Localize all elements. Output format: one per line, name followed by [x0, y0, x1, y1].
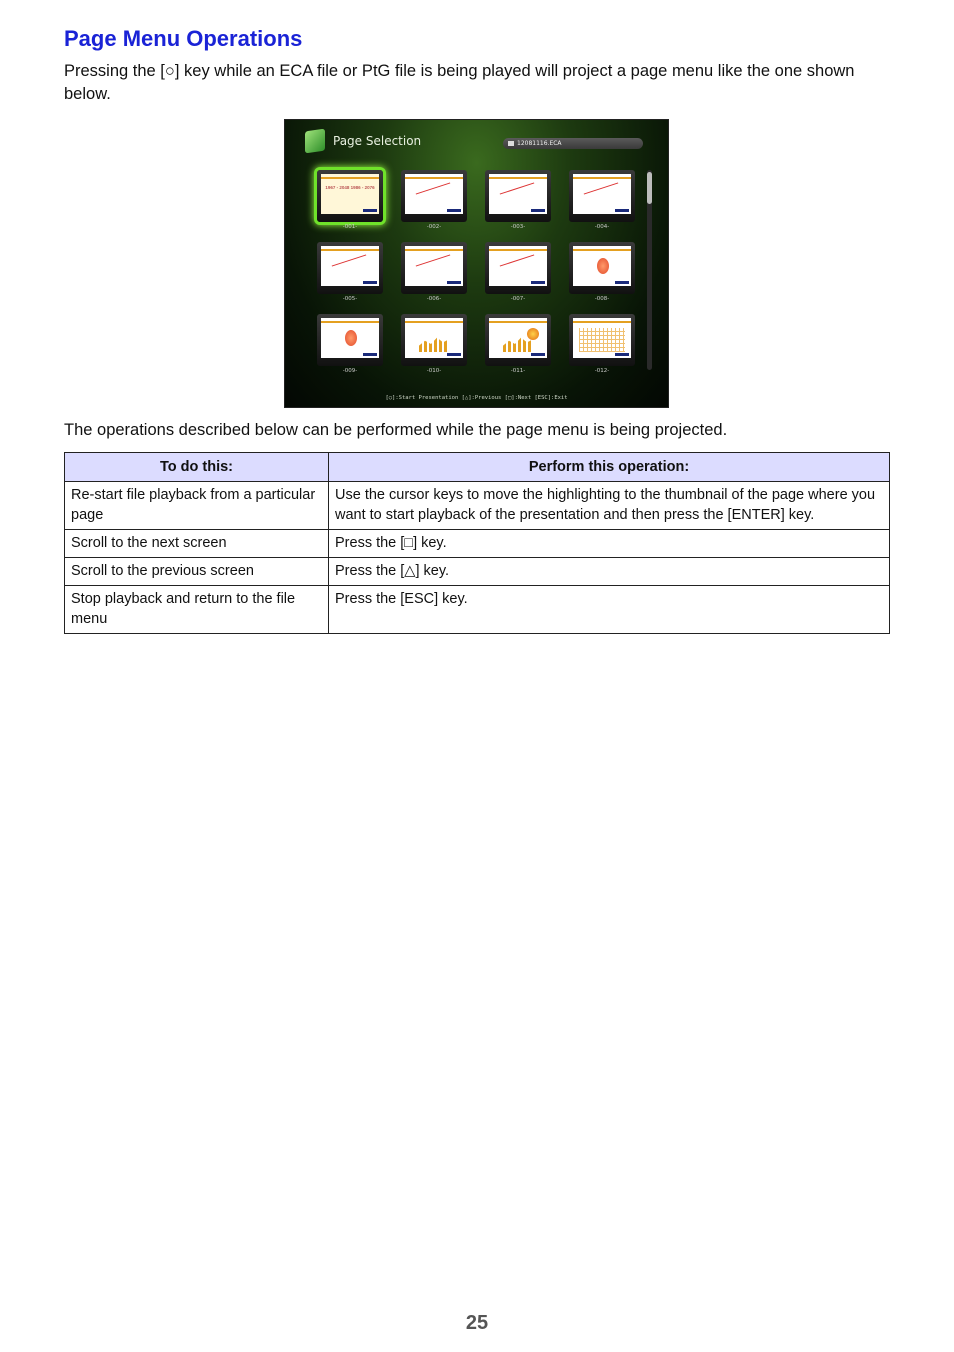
page-number: 25 — [465, 1312, 489, 1334]
thumbnail-label: -007- — [510, 296, 526, 302]
key-hint-footer: [○]:Start Presentation [△]:Previous [□]:Next [ESC]:Exit — [385, 395, 568, 401]
thumbnail-label: -005- — [342, 296, 358, 302]
page-heading: Page Menu Operations — [64, 26, 303, 51]
table-row — [65, 558, 890, 586]
table-header: To do this: — [65, 453, 329, 482]
thumbnail-label: -011- — [510, 368, 526, 374]
table-cell: Press the [□] key. — [329, 530, 890, 558]
thumbnail[interactable] — [401, 242, 467, 294]
table-cell: Scroll to the previous screen — [65, 558, 329, 586]
screenshot-title: Page Selection — [333, 134, 422, 148]
thumbnail-scrollbar[interactable] — [647, 170, 652, 370]
thumbnail[interactable] — [401, 170, 467, 222]
table-header-row — [65, 453, 890, 482]
table-row — [65, 586, 890, 634]
table-cell: Use the cursor keys to move the highlighting to the thumbnail of the page where you want to start playback of the presentation and then press the [ENTER] key. — [329, 482, 890, 530]
table-cell: Press the [△] key. — [329, 558, 890, 586]
table-cell: Press the [ESC] key. — [329, 586, 890, 634]
thumbnail[interactable] — [317, 314, 383, 366]
scrollbar-thumb[interactable] — [647, 172, 652, 204]
thumbnail-label: -009- — [342, 368, 358, 374]
thumbnail-label: -010- — [426, 368, 442, 374]
thumbnail[interactable] — [485, 242, 551, 294]
thumbnail-label: -001- — [342, 224, 358, 230]
file-path-text: 12081116.ECA — [517, 140, 562, 147]
thumbnail-label: -003- — [510, 224, 526, 230]
intro-paragraph: Pressing the [○] key while an ECA file or PtG file is being played will project a page menu like the one shown below. — [64, 62, 855, 103]
thumbnail[interactable] — [569, 170, 635, 222]
thumbnail-label: -006- — [426, 296, 442, 302]
folder-icon — [508, 141, 514, 146]
operations-table — [64, 452, 890, 634]
table-row — [65, 482, 890, 530]
thumbnail[interactable] — [401, 314, 467, 366]
file-path-bar — [503, 138, 643, 149]
table-header: Perform this operation: — [329, 453, 890, 482]
thumbnail[interactable] — [569, 314, 635, 366]
app-logo-icon — [305, 129, 325, 154]
thumbnail-label: -004- — [594, 224, 610, 230]
thumbnail[interactable] — [317, 242, 383, 294]
operations-intro: The operations described below can be performed while the page menu is being projected. — [64, 421, 728, 439]
table-cell: Scroll to the next screen — [65, 530, 329, 558]
thumbnail-label: -002- — [426, 224, 442, 230]
thumbnail-selected[interactable] — [317, 170, 383, 222]
thumbnail[interactable] — [485, 170, 551, 222]
thumbnail-text: 1967 - 2048 1986 - 2076 — [325, 185, 375, 190]
thumbnail-label: -008- — [594, 296, 610, 302]
table-row — [65, 530, 890, 558]
table-cell: Re-start file playback from a particular page — [65, 482, 329, 530]
thumbnail[interactable] — [569, 242, 635, 294]
table-cell: Stop playback and return to the file menu — [65, 586, 329, 634]
thumbnail[interactable] — [485, 314, 551, 366]
thumbnail-label: -012- — [594, 368, 610, 374]
page-selection-screenshot — [284, 119, 669, 408]
